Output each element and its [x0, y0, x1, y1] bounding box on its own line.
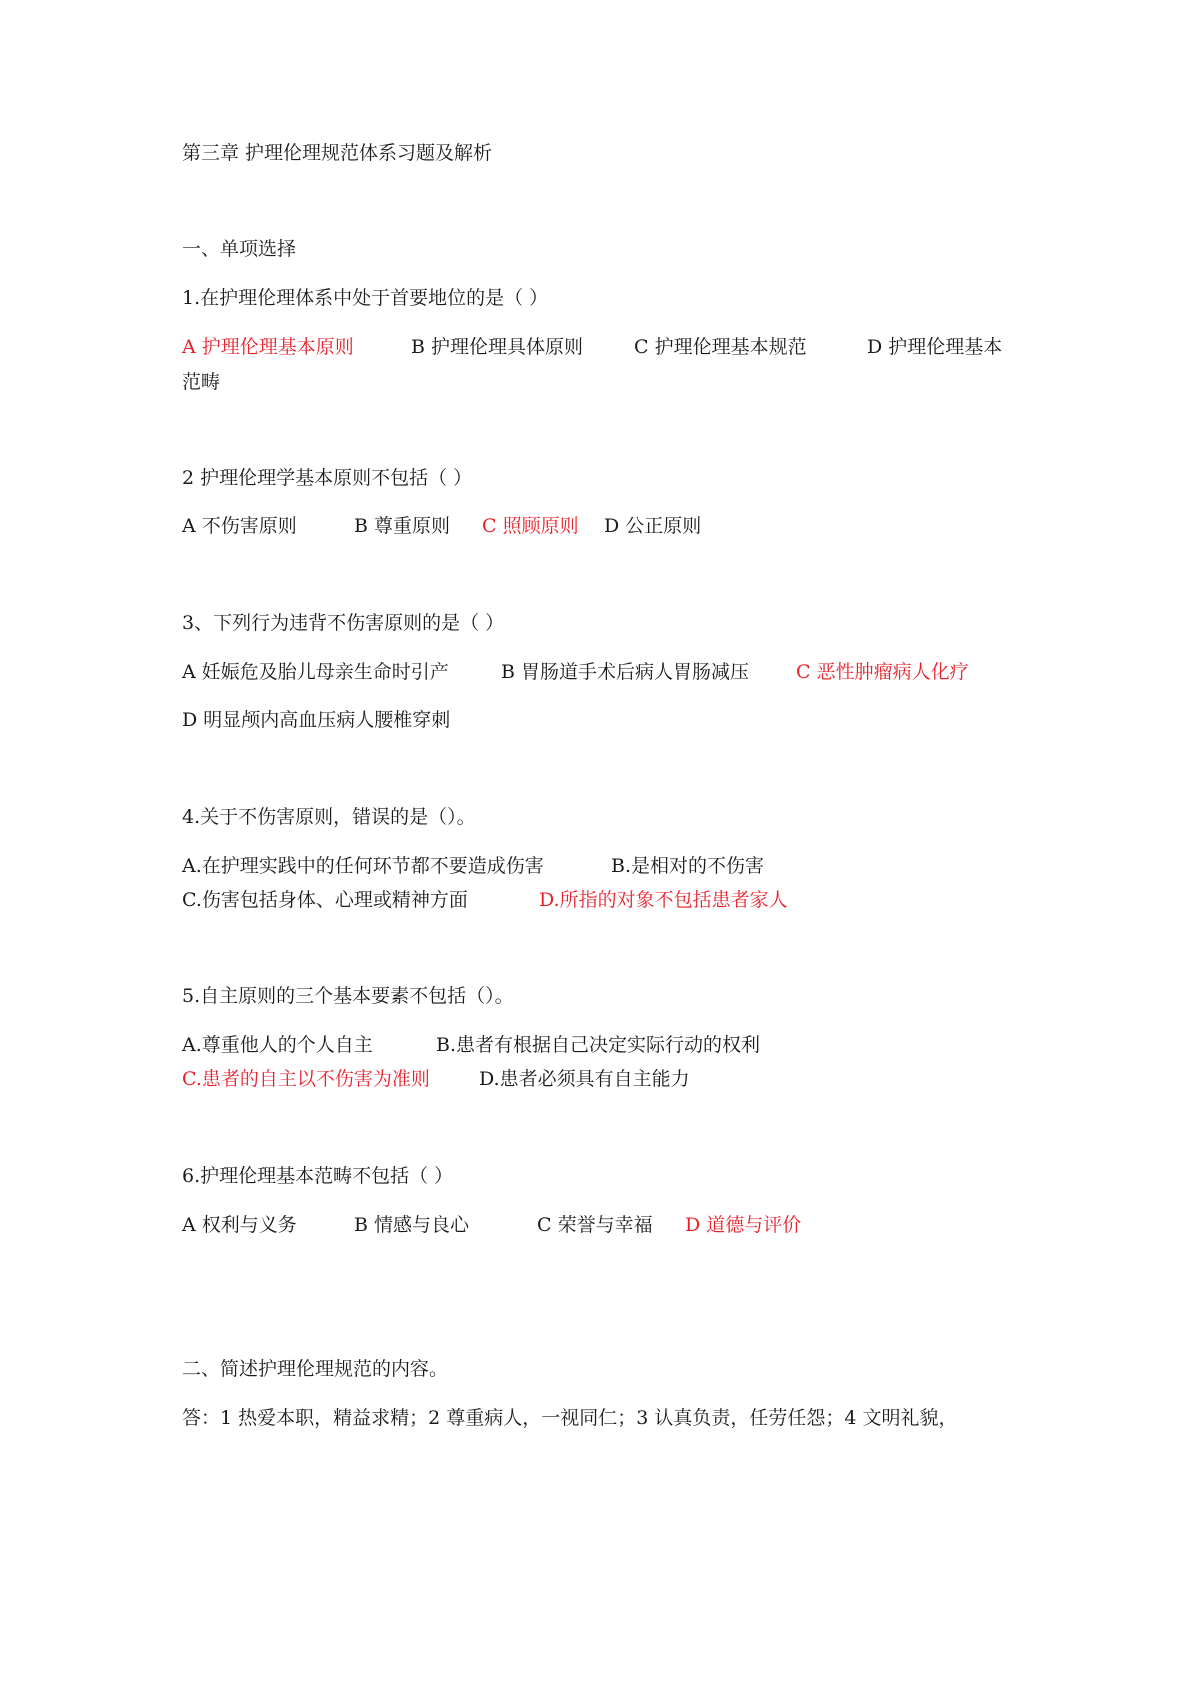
question-6-option-d-correct: D 道德与评价	[685, 1214, 802, 1236]
question-5-options-row1	[182, 1032, 760, 1058]
question-2-option-b: B 尊重原则	[354, 515, 451, 537]
question-5-option-a: A.尊重他人的个人自主	[182, 1034, 373, 1056]
question-4-option-b: B.是相对的不伤害	[611, 855, 765, 877]
question-2-option-a: A 不伤害原则	[182, 515, 297, 537]
question-3-option-a: A 妊娠危及胎儿母亲生命时引产	[182, 661, 449, 683]
question-1-option-d: D 护理伦理基本	[867, 336, 1003, 358]
question-4-options-row2	[182, 887, 788, 913]
section-heading-single-choice: 一、单项选择	[182, 238, 297, 260]
question-5-option-c-correct: C.患者的自主以不伤害为准则	[182, 1068, 430, 1090]
question-4-options-row1	[182, 853, 764, 879]
question-3-option-d: D 明显颅内高血压病人腰椎穿刺	[182, 709, 451, 731]
question-4-option-a: A.在护理实践中的任何环节都不要造成伤害	[182, 855, 544, 877]
question-5-stem: 5.自主原则的三个基本要素不包括（）。	[182, 985, 514, 1007]
question-6-stem: 6.护理伦理基本范畴不包括（ ）	[182, 1165, 454, 1187]
question-6-option-a: A 权利与义务	[182, 1214, 297, 1236]
short-answer-text: 答：1 热爱本职，精益求精；2 尊重病人，一视同仁；3 认真负责，任劳任怨；4 文明礼貌，	[182, 1407, 958, 1429]
question-4-option-c: C.伤害包括身体、心理或精神方面	[182, 889, 468, 911]
question-1-options	[182, 334, 1002, 360]
question-1-option-c: C 护理伦理基本规范	[634, 336, 807, 358]
question-6-option-b: B 情感与良心	[354, 1214, 470, 1236]
document-title: 第三章 护理伦理规范体系习题及解析	[182, 142, 493, 164]
question-3-option-c-correct: C 恶性肿瘤病人化疗	[796, 661, 969, 683]
question-4-stem: 4.关于不伤害原则，错误的是（）。	[182, 806, 476, 828]
section-heading-short-answer: 二、简述护理伦理规范的内容。	[182, 1358, 449, 1380]
question-1-stem: 1.在护理伦理体系中处于首要地位的是（ ）	[182, 287, 549, 309]
question-2-option-c-correct: C 照顾原则	[482, 515, 579, 537]
question-3-options	[182, 659, 969, 685]
question-2-option-d: D 公正原则	[604, 515, 702, 537]
question-5-option-b: B.患者有根据自己决定实际行动的权利	[436, 1034, 761, 1056]
question-4-option-d-correct: D.所指的对象不包括患者家人	[539, 889, 788, 911]
question-2-options	[182, 513, 701, 539]
question-2-stem: 2 护理伦理学基本原则不包括（ ）	[182, 467, 473, 489]
question-6-option-c: C 荣誉与幸福	[537, 1214, 653, 1236]
question-6-options	[182, 1212, 801, 1238]
question-1-option-d-continued: 范畴	[182, 371, 221, 393]
question-1-option-b: B 护理伦理具体原则	[411, 336, 584, 358]
question-5-option-d: D.患者必须具有自主能力	[479, 1068, 690, 1090]
question-1-option-a-correct: A 护理伦理基本原则	[182, 336, 354, 358]
question-3-option-b: B 胃肠道手术后病人胃肠减压	[501, 661, 750, 683]
question-5-options-row2	[182, 1066, 690, 1092]
question-3-stem: 3、下列行为违背不伤害原则的是（ ）	[182, 612, 505, 634]
